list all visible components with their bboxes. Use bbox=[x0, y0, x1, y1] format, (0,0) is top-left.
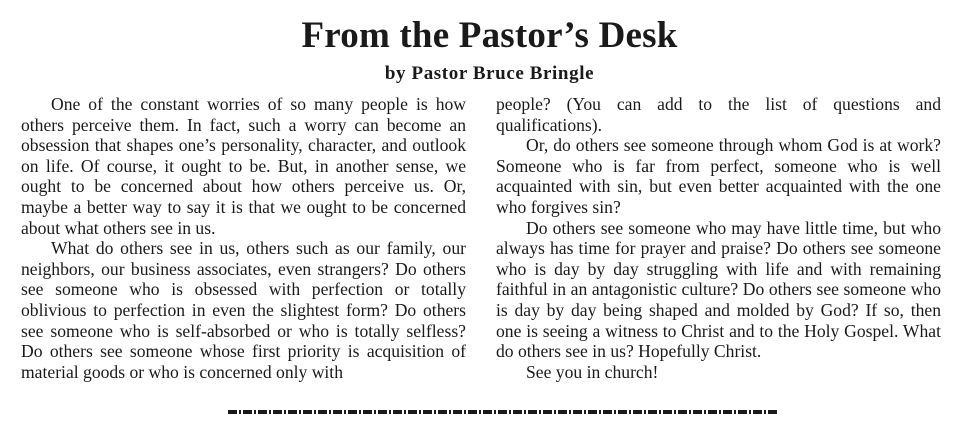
paragraph-prayer-and-praise: Do others see someone who may have little time, but who always has time for prayer and praise? Do others see someone who is day by day struggling with life and with remaining faithful in an antagonistic culture? Do others see someone who is day by day being shaped and molded by God? If so, then one is seeing a witness to Christ and to the Holy Gospel. What do others see in us? Hopefully Christ. bbox=[496, 217, 941, 362]
paragraph-what-others-see: What do others see in us, others such as our family, our neighbors, our business associates, even strangers? Do others see someone who is obsessed with perfection or totally oblivious to perfection in even the slightest form? Do others see someone who is self-absorbed or who is totally selfless? Do others see someone whose first priority is acquisition of material goods or who is concerned only with bbox=[21, 238, 466, 382]
paragraph-continuation: people? (You can add to the list of questions and qualifications). bbox=[496, 94, 941, 135]
paragraph-god-at-work: Or, do others see someone through whom God is at work? Someone who is far from perfect, someone who is well acquainted with sin, but even better acquainted with the one who forgives sin? bbox=[496, 135, 941, 217]
section-divider bbox=[228, 410, 777, 414]
paragraph-closing: See you in church! bbox=[526, 361, 659, 382]
paragraph-worries: One of the constant worries of so many people is how others perceive them. In fact, such a worry can become an obsession that shapes one’s personality, character, and outlook on life. Of course, it ought to be. But, in another sense, we ought to be concerned about how others perceive us. Or, maybe a better way to say it is that we ought to be concerned about what others see in us. bbox=[21, 94, 466, 238]
right-column bbox=[496, 94, 941, 382]
article-byline: by Pastor Bruce Bringle bbox=[384, 63, 595, 84]
left-column bbox=[21, 94, 466, 382]
article-title: From the Pastor’s Desk bbox=[301, 15, 678, 56]
